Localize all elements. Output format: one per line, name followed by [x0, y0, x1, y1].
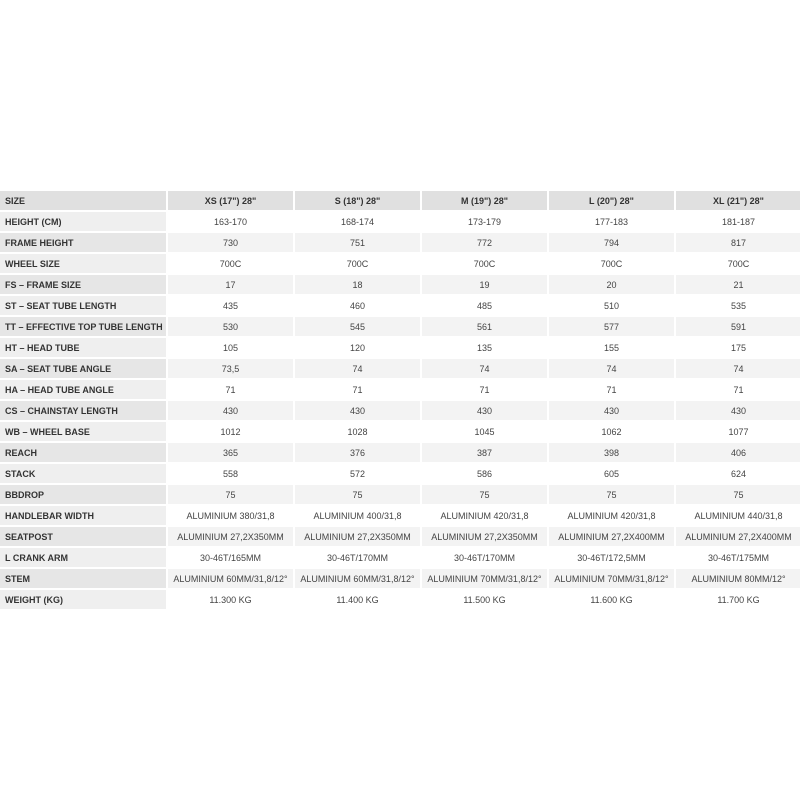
cell-xl: 430: [676, 401, 800, 420]
row-label: FS – FRAME SIZE: [0, 275, 166, 294]
cell-m: ALUMINIUM 70MM/31,8/12°: [422, 569, 547, 588]
row-label: ST – SEAT TUBE LENGTH: [0, 296, 166, 315]
cell-xs: 530: [168, 317, 293, 336]
cell-xl: 591: [676, 317, 800, 336]
row-label: STEM: [0, 569, 166, 588]
cell-xs: ALUMINIUM 380/31,8: [168, 506, 293, 525]
cell-xs: 430: [168, 401, 293, 420]
cell-xl: 71: [676, 380, 800, 399]
cell-xl: ALUMINIUM 440/31,8: [676, 506, 800, 525]
table-row: [0, 464, 800, 483]
row-label: HANDLEBAR WIDTH: [0, 506, 166, 525]
cell-m: 430: [422, 401, 547, 420]
cell-xl: ALUMINIUM 80MM/12°: [676, 569, 800, 588]
cell-m: 387: [422, 443, 547, 462]
cell-m: ALUMINIUM 420/31,8: [422, 506, 547, 525]
row-label: WHEEL SIZE: [0, 254, 166, 273]
cell-l: 74: [549, 359, 674, 378]
cell-s: 700C: [295, 254, 420, 273]
geometry-table-container: [0, 189, 800, 611]
cell-xl: 535: [676, 296, 800, 315]
cell-l: 398: [549, 443, 674, 462]
cell-l: 11.600 KG: [549, 590, 674, 609]
cell-xl: 11.700 KG: [676, 590, 800, 609]
cell-m: 1045: [422, 422, 547, 441]
cell-m: 173-179: [422, 212, 547, 231]
row-label: HT – HEAD TUBE: [0, 338, 166, 357]
cell-s: 18: [295, 275, 420, 294]
cell-s: 460: [295, 296, 420, 315]
cell-xl: 1077: [676, 422, 800, 441]
cell-s: ALUMINIUM 27,2X350MM: [295, 527, 420, 546]
row-label: REACH: [0, 443, 166, 462]
cell-s: 30-46T/170MM: [295, 548, 420, 567]
table-row: [0, 422, 800, 441]
cell-m: 700C: [422, 254, 547, 273]
cell-m: 561: [422, 317, 547, 336]
cell-xs: 1012: [168, 422, 293, 441]
table-row: [0, 233, 800, 252]
cell-m: 135: [422, 338, 547, 357]
cell-l: 20: [549, 275, 674, 294]
cell-xs: 17: [168, 275, 293, 294]
row-label: L CRANK ARM: [0, 548, 166, 567]
table-row: [0, 338, 800, 357]
cell-s: ALUMINIUM 400/31,8: [295, 506, 420, 525]
cell-xs: 730: [168, 233, 293, 252]
cell-l: 75: [549, 485, 674, 504]
row-label: BBDROP: [0, 485, 166, 504]
table-row: [0, 569, 800, 588]
cell-s: 120: [295, 338, 420, 357]
cell-xs: ALUMINIUM 60MM/31,8/12°: [168, 569, 293, 588]
cell-s: 751: [295, 233, 420, 252]
cell-l: 510: [549, 296, 674, 315]
table-row: [0, 548, 800, 567]
cell-s: ALUMINIUM 60MM/31,8/12°: [295, 569, 420, 588]
table-row: [0, 401, 800, 420]
cell-m: 485: [422, 296, 547, 315]
row-label: SEATPOST: [0, 527, 166, 546]
cell-xs: 73,5: [168, 359, 293, 378]
cell-s: 572: [295, 464, 420, 483]
cell-l: 1062: [549, 422, 674, 441]
cell-xs: 435: [168, 296, 293, 315]
cell-xs: 700C: [168, 254, 293, 273]
row-label: HA – HEAD TUBE ANGLE: [0, 380, 166, 399]
table-row: [0, 275, 800, 294]
cell-l: 71: [549, 380, 674, 399]
cell-m: 11.500 KG: [422, 590, 547, 609]
row-label: WEIGHT (KG): [0, 590, 166, 609]
cell-xs: 365: [168, 443, 293, 462]
row-label: SA – SEAT TUBE ANGLE: [0, 359, 166, 378]
row-label: WB – WHEEL BASE: [0, 422, 166, 441]
cell-m: 586: [422, 464, 547, 483]
cell-l: 794: [549, 233, 674, 252]
cell-xs: 163-170: [168, 212, 293, 231]
header-size-s: S (18") 28": [295, 191, 420, 210]
cell-m: 71: [422, 380, 547, 399]
table-row: [0, 254, 800, 273]
cell-m: ALUMINIUM 27,2X350MM: [422, 527, 547, 546]
table-header-row: [0, 191, 800, 210]
cell-xl: 175: [676, 338, 800, 357]
cell-s: 71: [295, 380, 420, 399]
cell-xs: 75: [168, 485, 293, 504]
table-row: [0, 485, 800, 504]
cell-s: 11.400 KG: [295, 590, 420, 609]
cell-l: 700C: [549, 254, 674, 273]
size-geometry-table: [0, 189, 800, 611]
cell-xs: ALUMINIUM 27,2X350MM: [168, 527, 293, 546]
table-row: [0, 212, 800, 231]
cell-s: 168-174: [295, 212, 420, 231]
cell-s: 545: [295, 317, 420, 336]
cell-xs: 558: [168, 464, 293, 483]
table-row: [0, 296, 800, 315]
table-row: [0, 590, 800, 609]
cell-l: ALUMINIUM 420/31,8: [549, 506, 674, 525]
cell-xl: 406: [676, 443, 800, 462]
table-body: [0, 212, 800, 609]
cell-m: 19: [422, 275, 547, 294]
row-label: CS – CHAINSTAY LENGTH: [0, 401, 166, 420]
cell-xl: ALUMINIUM 27,2X400MM: [676, 527, 800, 546]
table-row: [0, 506, 800, 525]
cell-m: 74: [422, 359, 547, 378]
table-row: [0, 443, 800, 462]
cell-xs: 30-46T/165MM: [168, 548, 293, 567]
cell-l: 430: [549, 401, 674, 420]
cell-xs: 11.300 KG: [168, 590, 293, 609]
cell-l: ALUMINIUM 27,2X400MM: [549, 527, 674, 546]
cell-l: ALUMINIUM 70MM/31,8/12°: [549, 569, 674, 588]
row-label: FRAME HEIGHT: [0, 233, 166, 252]
cell-xl: 181-187: [676, 212, 800, 231]
table-row: [0, 527, 800, 546]
header-size-xl: XL (21") 28": [676, 191, 800, 210]
cell-xs: 105: [168, 338, 293, 357]
cell-xl: 624: [676, 464, 800, 483]
row-label: TT – EFFECTIVE TOP TUBE LENGTH: [0, 317, 166, 336]
cell-l: 155: [549, 338, 674, 357]
cell-s: 1028: [295, 422, 420, 441]
header-size-m: M (19") 28": [422, 191, 547, 210]
row-label: STACK: [0, 464, 166, 483]
cell-s: 376: [295, 443, 420, 462]
row-label: HEIGHT (CM): [0, 212, 166, 231]
cell-s: 430: [295, 401, 420, 420]
cell-l: 177-183: [549, 212, 674, 231]
header-size-l: L (20") 28": [549, 191, 674, 210]
cell-xl: 21: [676, 275, 800, 294]
cell-xl: 817: [676, 233, 800, 252]
cell-m: 30-46T/170MM: [422, 548, 547, 567]
cell-xl: 74: [676, 359, 800, 378]
table-row: [0, 380, 800, 399]
cell-xl: 700C: [676, 254, 800, 273]
cell-m: 772: [422, 233, 547, 252]
cell-xs: 71: [168, 380, 293, 399]
cell-m: 75: [422, 485, 547, 504]
cell-l: 577: [549, 317, 674, 336]
header-size-label: SIZE: [0, 191, 166, 210]
cell-xl: 75: [676, 485, 800, 504]
cell-s: 74: [295, 359, 420, 378]
table-row: [0, 317, 800, 336]
table-row: [0, 359, 800, 378]
cell-l: 30-46T/172,5MM: [549, 548, 674, 567]
cell-s: 75: [295, 485, 420, 504]
header-size-xs: XS (17") 28": [168, 191, 293, 210]
cell-l: 605: [549, 464, 674, 483]
cell-xl: 30-46T/175MM: [676, 548, 800, 567]
